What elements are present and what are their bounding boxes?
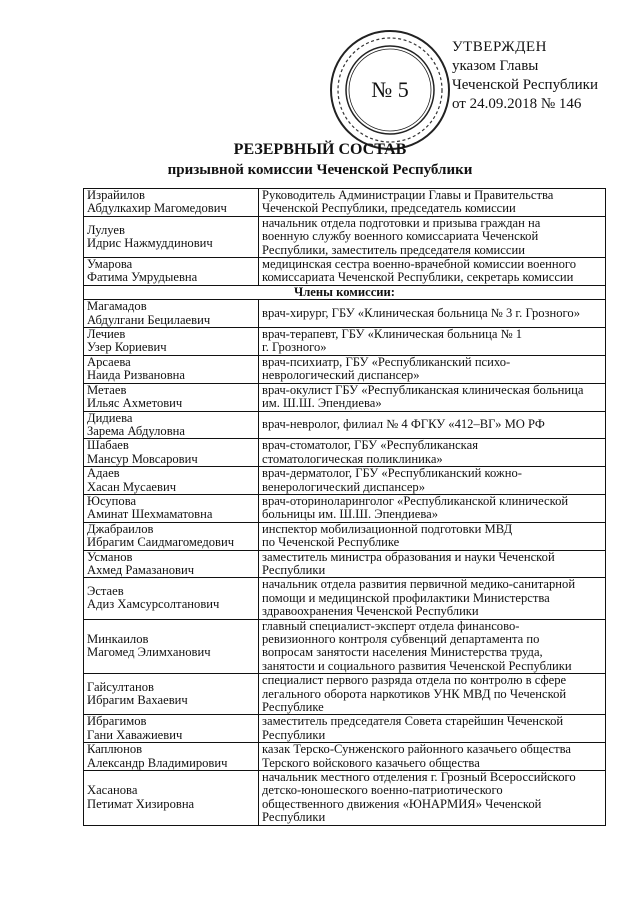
table-row [84, 715, 606, 743]
table-row [84, 258, 606, 286]
table-row [84, 619, 606, 674]
person-surname: Эстаев [87, 584, 124, 599]
person-given-name: Александр Владимирович [87, 755, 228, 770]
table-row [84, 522, 606, 550]
person-position-cell [259, 674, 606, 715]
person-surname: Каплюнов [87, 742, 143, 757]
person-name-cell [84, 439, 259, 467]
person-position-cell [259, 743, 606, 771]
position-line: врач-оториноларинголог «Республиканской клинической [262, 493, 569, 508]
table-row [84, 355, 606, 383]
person-surname: Дидиева [87, 410, 133, 425]
person-given-name: Хасан Мусаевич [87, 479, 177, 494]
approval-date: от 24.09.2018 № 146 [452, 96, 582, 112]
person-surname: Лулуев [87, 222, 125, 237]
position-line: по Чеченской Республике [262, 535, 400, 550]
person-name-cell [84, 328, 259, 356]
approval-line: указом Главы [452, 58, 539, 74]
person-given-name: Аминат Шехмаматовна [87, 507, 213, 522]
person-position-cell [259, 411, 606, 439]
table-row [84, 216, 606, 257]
person-surname: Шабаев [87, 438, 129, 453]
position-line: Республики, заместитель председателя комиссии [262, 242, 525, 257]
person-position-cell [259, 619, 606, 674]
person-position-cell [259, 550, 606, 578]
person-position-cell [259, 383, 606, 411]
person-position-cell [259, 189, 606, 217]
person-surname: Лечиев [87, 327, 126, 342]
position-line: Республике [262, 700, 324, 715]
person-name-cell [84, 522, 259, 550]
commission-table [83, 188, 606, 826]
position-line: врач-стоматолог, ГБУ «Республиканская [262, 438, 478, 453]
position-line: легального оборота наркотиков УНК МВД по Чеченской [262, 686, 567, 701]
person-position-cell [259, 439, 606, 467]
position-line: врач-хирург, ГБУ «Клиническая больница № 3 г. Грозного» [262, 305, 580, 320]
document-subtitle: призывной комиссии Чеченской Республики [167, 162, 473, 178]
position-line: Республики [262, 562, 326, 577]
position-line: вопросам занятости населения Министерства труда, [262, 645, 543, 660]
table-row [84, 578, 606, 619]
position-line: медицинская сестра военно-врачебной комиссии военного [262, 257, 577, 272]
person-name-cell [84, 550, 259, 578]
person-position-cell [259, 328, 606, 356]
person-position-cell [259, 715, 606, 743]
person-given-name: Магомед Элимханович [87, 645, 211, 660]
table-row [84, 743, 606, 771]
person-name-cell [84, 715, 259, 743]
position-line: помощи и медицинской профилактики Министерства [262, 590, 550, 605]
person-position-cell [259, 258, 606, 286]
position-line: врач-психиатр, ГБУ «Республиканский психо- [262, 354, 511, 369]
person-position-cell [259, 771, 606, 826]
position-line: врач-окулист ГБУ «Республиканская клиническая больница [262, 382, 584, 397]
person-given-name: Идрис Нажмуддинович [87, 235, 213, 250]
document-heading [0, 140, 640, 180]
position-line: врач-невролог, филиал № 4 ФГКУ «412–ВГ» МО РФ [262, 417, 545, 432]
person-given-name: Наида Ризвановна [87, 368, 185, 383]
position-line: им. Ш.Ш. Эпендиева» [262, 396, 382, 411]
person-given-name: Ильяс Ахметович [87, 396, 183, 411]
person-given-name: Абдулгани Бецилаевич [87, 312, 211, 327]
person-name-cell [84, 771, 259, 826]
person-surname: Арсаева [87, 354, 131, 369]
person-name-cell [84, 743, 259, 771]
members-header: Члены комиссии: [84, 285, 606, 299]
person-name-cell [84, 300, 259, 328]
position-line: неврологический диспансер» [262, 368, 420, 383]
person-position-cell [259, 494, 606, 522]
person-given-name: Ахмед Рамазанович [87, 562, 195, 577]
person-name-cell [84, 411, 259, 439]
person-surname: Адаев [87, 466, 120, 481]
person-surname: Израйилов [87, 188, 145, 202]
person-given-name: Абдулкахир Магомедович [87, 201, 227, 216]
position-line: Республики [262, 810, 326, 825]
section-row [84, 285, 606, 299]
position-line: занятости и социального развития Чеченской Республики [262, 658, 572, 673]
person-given-name: Ибрагим Саидмагомедович [87, 535, 235, 550]
approval-line: Чеченской Республики [452, 77, 598, 93]
person-name-cell [84, 619, 259, 674]
person-surname: Метаев [87, 382, 127, 397]
position-line: г. Грозного» [262, 340, 327, 355]
position-line: больницы им. Ш.Ш. Эпендиева» [262, 507, 439, 522]
person-given-name: Адиз Хамсурсолтанович [87, 597, 220, 612]
person-given-name: Гани Хаважиевич [87, 727, 183, 742]
person-name-cell [84, 467, 259, 495]
person-position-cell [259, 300, 606, 328]
person-surname: Джабраилов [87, 521, 154, 536]
person-surname: Минкаилов [87, 632, 149, 646]
table-row [84, 189, 606, 217]
table-row [84, 328, 606, 356]
person-name-cell [84, 216, 259, 257]
table-row [84, 674, 606, 715]
approval-title: УТВЕРЖДЕН [452, 39, 547, 55]
position-line: врач-терапевт, ГБУ «Клиническая больница № 1 [262, 327, 523, 342]
position-line: Руководитель Администрации Главы и Правительства [262, 188, 554, 202]
person-name-cell [84, 258, 259, 286]
position-line: венерологический диспансер» [262, 479, 426, 494]
person-given-name: Петимат Хизировна [87, 796, 195, 811]
position-line: ревизионного контроля субвенций департамента по [262, 632, 540, 646]
position-line: инспектор мобилизационной подготовки МВД [262, 521, 513, 536]
position-line: начальник местного отделения г. Грозный Всероссийского [262, 770, 576, 785]
stamp-number: № 5 [371, 77, 409, 102]
position-line: врач-дерматолог, ГБУ «Республиканский кожно- [262, 466, 522, 481]
official-stamp [328, 28, 452, 152]
person-surname: Юсупова [87, 493, 137, 508]
table-row [84, 550, 606, 578]
person-surname: Усманов [87, 549, 133, 564]
person-position-cell [259, 578, 606, 619]
position-line: казак Терско-Сунженского районного казачьего общества [262, 742, 571, 757]
position-line: начальник отдела развития первичной медико-санитарной [262, 577, 576, 592]
position-line: начальник отдела подготовки и призыва граждан на [262, 215, 541, 230]
table-row [84, 383, 606, 411]
position-line: военную службу военного комиссариата Чеченской [262, 229, 539, 244]
person-position-cell [259, 522, 606, 550]
table-row [84, 411, 606, 439]
person-name-cell [84, 383, 259, 411]
person-position-cell [259, 467, 606, 495]
person-name-cell [84, 494, 259, 522]
person-name-cell [84, 189, 259, 217]
person-surname: Ибрагимов [87, 714, 147, 729]
position-line: комиссариата Чеченской Республики, секретарь комиссии [262, 270, 574, 285]
person-given-name: Мансур Мовсарович [87, 451, 198, 466]
document-title: РЕЗЕРВНЫЙ СОСТАВ [233, 141, 407, 158]
person-given-name: Ибрагим Вахаевич [87, 693, 188, 708]
position-line: детско-юношеского военно-патриотического [262, 783, 503, 798]
table-row [84, 771, 606, 826]
person-surname: Хасанова [87, 783, 138, 798]
person-given-name: Фатима Умрудыевна [87, 270, 198, 285]
position-line: здравоохранения Чеченской Республики [262, 604, 479, 619]
person-position-cell [259, 355, 606, 383]
position-line: главный специалист-эксперт отдела финансово- [262, 618, 520, 633]
position-line: специалист первого разряда отдела по контролю в сфере [262, 673, 567, 688]
position-line: Чеченской Республики, председатель комиссии [262, 201, 516, 216]
table-row [84, 439, 606, 467]
person-name-cell [84, 674, 259, 715]
person-name-cell [84, 578, 259, 619]
position-line: заместитель министра образования и науки Чеченской [262, 549, 555, 564]
person-given-name: Узер Кориевич [87, 340, 167, 355]
table-row [84, 467, 606, 495]
position-line: Республики [262, 727, 326, 742]
table-row [84, 494, 606, 522]
position-line: Терского войскового казачьего общества [262, 755, 480, 770]
person-name-cell [84, 355, 259, 383]
person-given-name: Зарема Абдуловна [87, 423, 185, 438]
table-row [84, 300, 606, 328]
position-line: заместитель председателя Совета старейшин Чеченской [262, 714, 564, 729]
approval-block [452, 38, 632, 114]
person-surname: Гайсултанов [87, 679, 154, 694]
person-surname: Умарова [87, 257, 133, 272]
position-line: общественного движения «ЮНАРМИЯ» Чеченской [262, 796, 542, 811]
position-line: стоматологическая поликлиника» [262, 451, 443, 466]
person-surname: Магамадов [87, 299, 147, 314]
person-position-cell [259, 216, 606, 257]
